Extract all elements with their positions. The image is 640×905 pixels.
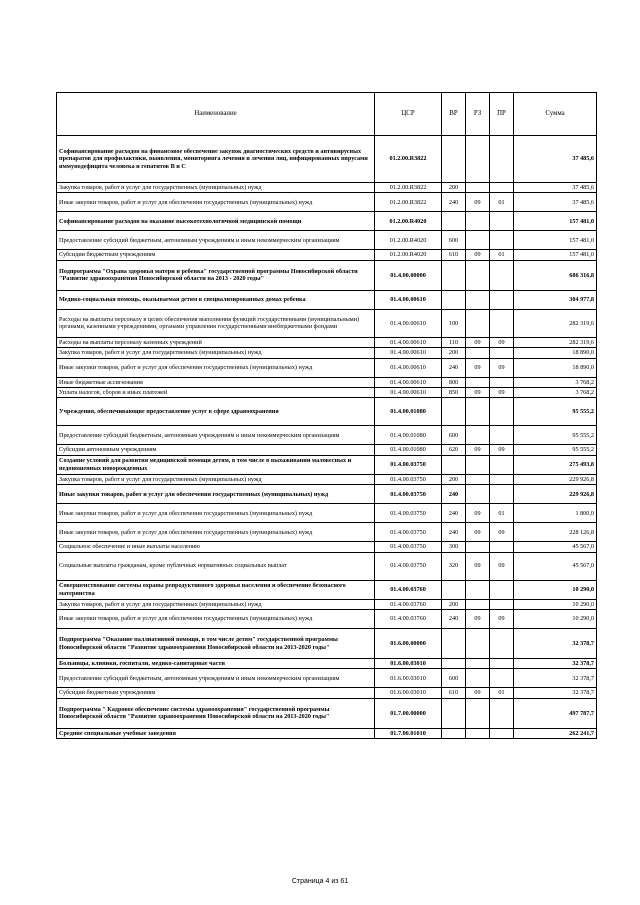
header-pr: ПР — [490, 93, 514, 136]
cell-rz: 09 — [466, 250, 490, 260]
table-row — [57, 659, 597, 669]
table-row — [57, 348, 597, 358]
cell-vr — [442, 629, 466, 659]
cell-sum: 229 926,8 — [514, 474, 597, 484]
cell-pr — [490, 485, 514, 504]
table-row — [57, 260, 597, 290]
table-row — [57, 474, 597, 484]
table-row — [57, 455, 597, 474]
cell-pr: 01 — [490, 504, 514, 523]
cell-sum: 45 567,0 — [514, 542, 597, 552]
cell-vr: 200 — [442, 599, 466, 609]
cell-vr: 200 — [442, 183, 466, 193]
cell-sum: 157 481,0 — [514, 250, 597, 260]
cell-vr: 300 — [442, 542, 466, 552]
cell-pr: 09 — [490, 358, 514, 377]
cell-rz — [466, 698, 490, 728]
cell-csr: 01.2.00.R3822 — [375, 183, 442, 193]
cell-vr — [442, 698, 466, 728]
cell-rz — [466, 659, 490, 669]
cell-rz: 09 — [466, 388, 490, 398]
cell-csr: 01.4.00.03760 — [375, 610, 442, 629]
table-row — [57, 250, 597, 260]
table-row — [57, 610, 597, 629]
cell-csr: 01.4.00.00610 — [375, 348, 442, 358]
cell-vr: 240 — [442, 193, 466, 212]
cell-name: Уплата налогов, сборов и иных платежей — [57, 388, 375, 398]
cell-rz — [466, 377, 490, 387]
cell-name: Иные закупки товаров, работ и услуг для обеспечения государственных (муниципальных) нужд — [57, 610, 375, 629]
table-row — [57, 193, 597, 212]
table-row — [57, 337, 597, 347]
cell-csr: 01.4.00.01080 — [375, 445, 442, 455]
cell-name: Иные закупки товаров, работ и услуг для обеспечения государственных (муниципальных) нужд — [57, 193, 375, 212]
table-row — [57, 290, 597, 309]
cell-sum: 10 290,0 — [514, 610, 597, 629]
cell-name: Средние специальные учебные заведения — [57, 728, 375, 738]
cell-vr: 850 — [442, 388, 466, 398]
cell-csr: 01.4.00.00610 — [375, 337, 442, 347]
cell-name: Иные закупки товаров, работ и услуг для обеспечения государственных (муниципальных) нужд — [57, 504, 375, 523]
table-row — [57, 728, 597, 738]
cell-rz — [466, 136, 490, 183]
cell-sum: 304 977,8 — [514, 290, 597, 309]
cell-csr: 01.2.00.R4020 — [375, 231, 442, 250]
cell-pr — [490, 260, 514, 290]
cell-csr: 01.4.00.03750 — [375, 485, 442, 504]
cell-name: Учреждения, обеспечивающие предоставление услуг в сфере здравоохранения — [57, 398, 375, 426]
table-row — [57, 445, 597, 455]
cell-csr: 01.2.00.R3822 — [375, 136, 442, 183]
cell-csr: 01.4.00.03750 — [375, 474, 442, 484]
cell-name: Субсидии бюджетным учреждениям — [57, 250, 375, 260]
cell-pr: 09 — [490, 523, 514, 542]
cell-vr: 200 — [442, 348, 466, 358]
cell-pr: 09 — [490, 445, 514, 455]
cell-csr: 01.2.00.R3822 — [375, 193, 442, 212]
header-name: Наименование — [57, 93, 375, 136]
table-header-row — [57, 93, 597, 136]
cell-rz: 09 — [466, 552, 490, 580]
cell-pr — [490, 580, 514, 599]
cell-vr: 610 — [442, 250, 466, 260]
cell-rz — [466, 455, 490, 474]
cell-rz — [466, 580, 490, 599]
cell-rz — [466, 231, 490, 250]
cell-csr: 01.4.00.03750 — [375, 523, 442, 542]
cell-pr: 01 — [490, 250, 514, 260]
cell-pr: 09 — [490, 337, 514, 347]
table-row — [57, 358, 597, 377]
cell-vr — [442, 260, 466, 290]
cell-rz — [466, 629, 490, 659]
cell-rz — [466, 599, 490, 609]
cell-rz — [466, 398, 490, 426]
cell-rz — [466, 728, 490, 738]
cell-csr: 01.7.00.00000 — [375, 698, 442, 728]
cell-vr: 200 — [442, 474, 466, 484]
cell-name: Предоставление субсидий бюджетным, автономным учреждениям и иным некоммерческим организациям — [57, 669, 375, 688]
cell-pr: 09 — [490, 388, 514, 398]
table-row — [57, 426, 597, 445]
cell-csr: 01.4.00.03750 — [375, 552, 442, 580]
cell-csr: 01.6.00.03010 — [375, 669, 442, 688]
cell-vr: 800 — [442, 377, 466, 387]
cell-pr — [490, 698, 514, 728]
cell-vr: 240 — [442, 504, 466, 523]
cell-vr: 320 — [442, 552, 466, 580]
cell-csr: 01.4.00.01080 — [375, 426, 442, 445]
cell-csr: 01.4.00.03760 — [375, 580, 442, 599]
cell-sum: 95 555,2 — [514, 445, 597, 455]
cell-pr — [490, 659, 514, 669]
page-number: Страница 4 из 61 — [291, 878, 349, 885]
header-sum: Сумма — [514, 93, 597, 136]
budget-table — [56, 92, 597, 739]
cell-name: Подпрограмма "Охрана здоровья матери и ребенка" государственной программы Новосибирской области "Развитие здравоохранения Новосибирской области на 2013 - 2020 годы" — [57, 260, 375, 290]
cell-sum: 157 481,0 — [514, 231, 597, 250]
cell-sum: 3 768,2 — [514, 377, 597, 387]
cell-name: Медико-социальная помощь, оказываемая детям в специализированных домах ребенка — [57, 290, 375, 309]
cell-rz — [466, 183, 490, 193]
cell-rz: 09 — [466, 504, 490, 523]
cell-name: Софинансирование расходов на оказание высокотехнологичной медицинской помощи — [57, 212, 375, 231]
cell-name: Софинансирование расходов на финансовое обеспечение закупок диагностических средств и антивирусных препаратов для профилактики, выявления, мониторинга лечения и лечения лиц, инфицированных вирусами иммунодефицита человека и гепатитов B и C — [57, 136, 375, 183]
cell-vr — [442, 728, 466, 738]
cell-csr: 01.4.00.00000 — [375, 260, 442, 290]
cell-vr: 600 — [442, 669, 466, 688]
cell-sum: 37 485,6 — [514, 193, 597, 212]
table-row — [57, 523, 597, 542]
cell-csr: 01.2.00.R4020 — [375, 212, 442, 231]
cell-name: Социальные выплаты гражданам, кроме публичных нормативных социальных выплат — [57, 552, 375, 580]
cell-vr: 240 — [442, 485, 466, 504]
cell-pr — [490, 629, 514, 659]
cell-vr — [442, 290, 466, 309]
cell-vr: 620 — [442, 445, 466, 455]
cell-sum: 10 290,0 — [514, 580, 597, 599]
cell-pr — [490, 426, 514, 445]
cell-sum: 32 378,7 — [514, 669, 597, 688]
cell-vr — [442, 136, 466, 183]
cell-vr — [442, 398, 466, 426]
table-row — [57, 542, 597, 552]
cell-rz — [466, 212, 490, 231]
cell-rz: 09 — [466, 523, 490, 542]
cell-sum: 262 241,7 — [514, 728, 597, 738]
cell-sum: 275 493,8 — [514, 455, 597, 474]
cell-csr: 01.6.00.03010 — [375, 659, 442, 669]
cell-rz — [466, 669, 490, 688]
cell-pr — [490, 398, 514, 426]
cell-rz: 09 — [466, 610, 490, 629]
cell-pr — [490, 136, 514, 183]
cell-sum: 95 555,2 — [514, 398, 597, 426]
cell-sum: 228 126,8 — [514, 523, 597, 542]
cell-vr: 240 — [442, 523, 466, 542]
table-row — [57, 629, 597, 659]
cell-pr — [490, 309, 514, 337]
cell-csr: 01.4.00.03750 — [375, 542, 442, 552]
cell-vr: 110 — [442, 337, 466, 347]
table-row — [57, 231, 597, 250]
cell-rz — [466, 542, 490, 552]
cell-sum: 10 290,0 — [514, 599, 597, 609]
cell-name: Расходы на выплаты персоналу казенных учреждений — [57, 337, 375, 347]
cell-pr: 09 — [490, 552, 514, 580]
cell-rz — [466, 474, 490, 484]
cell-pr — [490, 474, 514, 484]
cell-pr — [490, 290, 514, 309]
cell-sum: 37 485,6 — [514, 183, 597, 193]
cell-rz: 09 — [466, 358, 490, 377]
cell-csr: 01.4.00.00610 — [375, 309, 442, 337]
cell-sum: 1 800,0 — [514, 504, 597, 523]
cell-rz — [466, 426, 490, 445]
cell-vr — [442, 580, 466, 599]
cell-sum: 157 481,0 — [514, 212, 597, 231]
table-row — [57, 698, 597, 728]
table-row — [57, 377, 597, 387]
cell-sum: 37 485,6 — [514, 136, 597, 183]
cell-vr — [442, 455, 466, 474]
cell-pr — [490, 183, 514, 193]
cell-csr: 01.4.00.00610 — [375, 377, 442, 387]
cell-name: Социальное обеспечение и иные выплаты населению — [57, 542, 375, 552]
cell-name: Иные закупки товаров, работ и услуг для обеспечения государственных (муниципальных) нужд — [57, 523, 375, 542]
cell-csr: 01.6.00.00000 — [375, 629, 442, 659]
table-row — [57, 580, 597, 599]
table-row — [57, 398, 597, 426]
cell-csr: 01.6.00.03010 — [375, 688, 442, 698]
table-row — [57, 309, 597, 337]
cell-csr: 01.4.00.00610 — [375, 388, 442, 398]
cell-pr: 09 — [490, 610, 514, 629]
cell-rz — [466, 309, 490, 337]
cell-vr — [442, 212, 466, 231]
cell-name: Закупка товаров, работ и услуг для государственных (муниципальных) нужд — [57, 183, 375, 193]
cell-pr — [490, 669, 514, 688]
cell-sum: 32 378,7 — [514, 629, 597, 659]
cell-sum: 229 926,8 — [514, 485, 597, 504]
cell-name: Подпрограмма " Кадровое обеспечение системы здравоохранения" государственной программы Новосибирской области "Развитие здравоохранения Новосибирской области на 2013-2020 годы" — [57, 698, 375, 728]
cell-sum: 95 555,2 — [514, 426, 597, 445]
table-row — [57, 599, 597, 609]
cell-rz: 09 — [466, 193, 490, 212]
cell-pr — [490, 599, 514, 609]
cell-pr: 01 — [490, 688, 514, 698]
cell-name: Совершенствование системы охраны репродуктивного здоровья населения и обеспечение безопасного материнства — [57, 580, 375, 599]
cell-csr: 01.4.00.03750 — [375, 455, 442, 474]
cell-name: Иные закупки товаров, работ и услуг для обеспечения государственных (муниципальных) нужд — [57, 358, 375, 377]
cell-vr — [442, 659, 466, 669]
cell-csr: 01.4.00.00610 — [375, 358, 442, 377]
header-csr: ЦСР — [375, 93, 442, 136]
table-row — [57, 688, 597, 698]
cell-pr — [490, 348, 514, 358]
cell-vr: 240 — [442, 358, 466, 377]
cell-csr: 01.4.00.00610 — [375, 290, 442, 309]
cell-sum: 282 319,6 — [514, 337, 597, 347]
cell-name: Больницы, клиники, госпитали, медико-санитарные части — [57, 659, 375, 669]
header-rz: РЗ — [466, 93, 490, 136]
cell-pr — [490, 377, 514, 387]
cell-name: Закупка товаров, работ и услуг для государственных (муниципальных) нужд — [57, 348, 375, 358]
cell-vr: 610 — [442, 688, 466, 698]
cell-pr — [490, 542, 514, 552]
cell-name: Субсидии бюджетным учреждениям — [57, 688, 375, 698]
cell-name: Закупка товаров, работ и услуг для государственных (муниципальных) нужд — [57, 599, 375, 609]
cell-name: Иные бюджетные ассигнования — [57, 377, 375, 387]
cell-name: Предоставление субсидий бюджетным, автономным учреждениям и иным некоммерческим организациям — [57, 426, 375, 445]
cell-rz — [466, 290, 490, 309]
table-row — [57, 552, 597, 580]
cell-rz: 09 — [466, 688, 490, 698]
cell-sum: 18 890,0 — [514, 348, 597, 358]
header-vr: ВР — [442, 93, 466, 136]
table-row — [57, 485, 597, 504]
cell-vr: 100 — [442, 309, 466, 337]
cell-sum: 282 319,6 — [514, 309, 597, 337]
cell-csr: 01.2.00.R4020 — [375, 250, 442, 260]
cell-sum: 686 316,8 — [514, 260, 597, 290]
cell-rz — [466, 485, 490, 504]
table-row — [57, 183, 597, 193]
cell-sum: 45 567,0 — [514, 552, 597, 580]
cell-csr: 01.4.00.03750 — [375, 504, 442, 523]
cell-rz — [466, 348, 490, 358]
cell-pr — [490, 212, 514, 231]
cell-csr: 01.7.00.01010 — [375, 728, 442, 738]
cell-pr: 01 — [490, 193, 514, 212]
table-row — [57, 669, 597, 688]
table-row — [57, 212, 597, 231]
cell-name: Подпрограмма "Оказание паллиативной помощи, в том числе детям" государственной программы Новосибирской области "Развитие здравоохранения Новосибирской области на 2013-2020 годы" — [57, 629, 375, 659]
cell-sum: 32 378,7 — [514, 688, 597, 698]
cell-name: Расходы на выплаты персоналу в целях обеспечения выполнения функций государственными (муниципальными) органами, казенными учреждениями, органами управления государственными внебюджетными фондами — [57, 309, 375, 337]
cell-name: Иные закупки товаров, работ и услуг для обеспечения государственных (муниципальных) нужд — [57, 485, 375, 504]
cell-vr: 600 — [442, 426, 466, 445]
cell-vr: 600 — [442, 231, 466, 250]
cell-name: Предоставление субсидий бюджетным, автономным учреждениям и иным некоммерческим организациям — [57, 231, 375, 250]
cell-sum: 18 890,0 — [514, 358, 597, 377]
table-row — [57, 504, 597, 523]
table-row — [57, 388, 597, 398]
cell-pr — [490, 231, 514, 250]
cell-name: Создание условий для развития медицинской помощи детям, в том числе в выхаживании маловесных и недоношенных новорожденных — [57, 455, 375, 474]
cell-rz: 09 — [466, 445, 490, 455]
cell-vr: 240 — [442, 610, 466, 629]
cell-rz — [466, 260, 490, 290]
cell-pr — [490, 728, 514, 738]
cell-csr: 01.4.00.03760 — [375, 599, 442, 609]
cell-name: Закупка товаров, работ и услуг для государственных (муниципальных) нужд — [57, 474, 375, 484]
cell-name: Субсидии автономным учреждениям — [57, 445, 375, 455]
cell-rz: 09 — [466, 337, 490, 347]
cell-sum: 497 787,7 — [514, 698, 597, 728]
cell-sum: 32 378,7 — [514, 659, 597, 669]
cell-csr: 01.4.00.01080 — [375, 398, 442, 426]
cell-pr — [490, 455, 514, 474]
table-row — [57, 136, 597, 183]
cell-sum: 3 768,2 — [514, 388, 597, 398]
table-body — [57, 136, 597, 739]
